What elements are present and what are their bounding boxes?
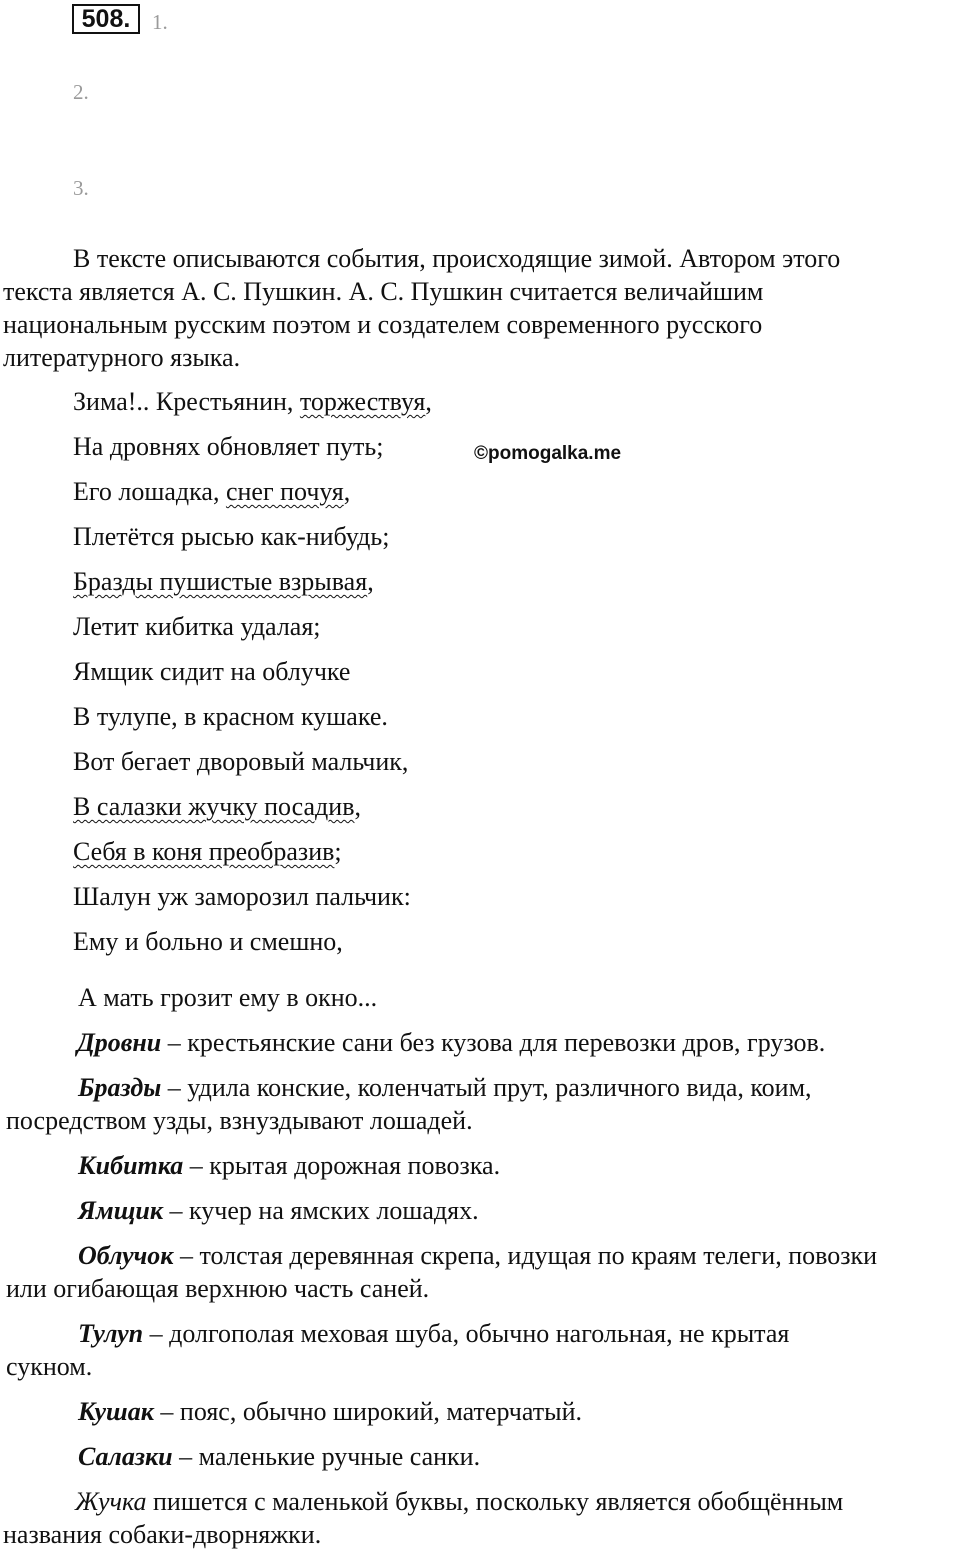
poem-line-8: В тулупе, в красном кушаке.: [73, 702, 388, 731]
poem-line-14: А мать грозит ему в окно...: [78, 983, 378, 1012]
poem-line-13: Ему и больно и смешно,: [73, 927, 343, 956]
intro-line-1: В тексте описываются события, происходящие зимой. Автором этого: [73, 244, 841, 273]
poem-line-9: Вот бегает дворовый мальчик,: [73, 747, 409, 776]
poem-line-12: Шалун уж заморозил пальчик:: [73, 882, 411, 911]
poem-line-10: В салазки жучку посадив,: [73, 792, 361, 821]
glossary-salazki: Салазки – маленькие ручные санки.: [78, 1442, 481, 1471]
participle-phrase: торжествуя: [299, 387, 426, 416]
poem-line-7: Ямщик сидит на облучке: [73, 657, 351, 686]
sub-item-1: 1.: [152, 10, 168, 34]
poem-line-5: Бразды пушистые взрывая,: [73, 567, 374, 596]
glossary-tulup-cont: сукном.: [6, 1352, 93, 1381]
note-line-1: Жучка пишется с маленькой буквы, поскольку является обобщённым: [75, 1487, 844, 1516]
intro-line-4: литературного языка.: [3, 343, 241, 372]
sub-item-3: 3.: [73, 176, 89, 200]
poem-line-4: Плетётся рысью как-нибудь;: [73, 522, 390, 551]
glossary-kushak: Кушак – пояс, обычно широкий, матерчатый.: [78, 1397, 582, 1426]
glossary-tulup: Тулуп – долгополая меховая шуба, обычно нагольная, не крытая: [78, 1319, 790, 1348]
note-line-2: названия собаки-дворняжки.: [3, 1520, 322, 1549]
glossary-yamshchik: Ямщик – кучер на ямских лошадях.: [78, 1196, 479, 1225]
watermark: ©pomogalka.me: [474, 443, 622, 464]
exercise-number: 508.: [72, 4, 140, 34]
poem-line-6: Летит кибитка удалая;: [73, 612, 321, 641]
poem-line-2: На дровнях обновляет путь;: [73, 432, 384, 461]
glossary-drovni: Дровни – крестьянские сани без кузова для перевозки дров, грузов.: [77, 1028, 826, 1057]
glossary-kibitka: Кибитка – крытая дорожная повозка.: [78, 1151, 501, 1180]
intro-line-3: национальным русским поэтом и создателем современного русского: [3, 310, 763, 339]
participle-phrase: Бразды пушистые взрывая: [73, 567, 368, 596]
intro-line-2: текста является А. С. Пушкин. А. С. Пушкин считается величайшим: [3, 277, 764, 306]
sub-item-2: 2.: [73, 80, 89, 104]
glossary-obluchok: Облучок – толстая деревянная скрепа, идущая по краям телеги, повозки: [78, 1241, 878, 1270]
participle-phrase: Себя в коня преобразив: [73, 837, 335, 866]
glossary-brazdy-cont: посредством узды, взнуздывают лошадей.: [6, 1106, 473, 1135]
poem-line-1: Зима!.. Крестьянин, торжествуя,: [73, 387, 432, 416]
glossary-brazdy: Бразды – удила конские, коленчатый прут, различного вида, коим,: [78, 1073, 812, 1102]
poem-line-3: Его лошадка, снег почуя,: [73, 477, 351, 506]
poem-line-11: Себя в коня преобразив;: [73, 837, 342, 866]
glossary-obluchok-cont: или огибающая верхнюю часть саней.: [6, 1274, 430, 1303]
participle-phrase: В салазки жучку посадив: [73, 792, 355, 821]
participle-phrase: снег почуя: [225, 477, 344, 506]
